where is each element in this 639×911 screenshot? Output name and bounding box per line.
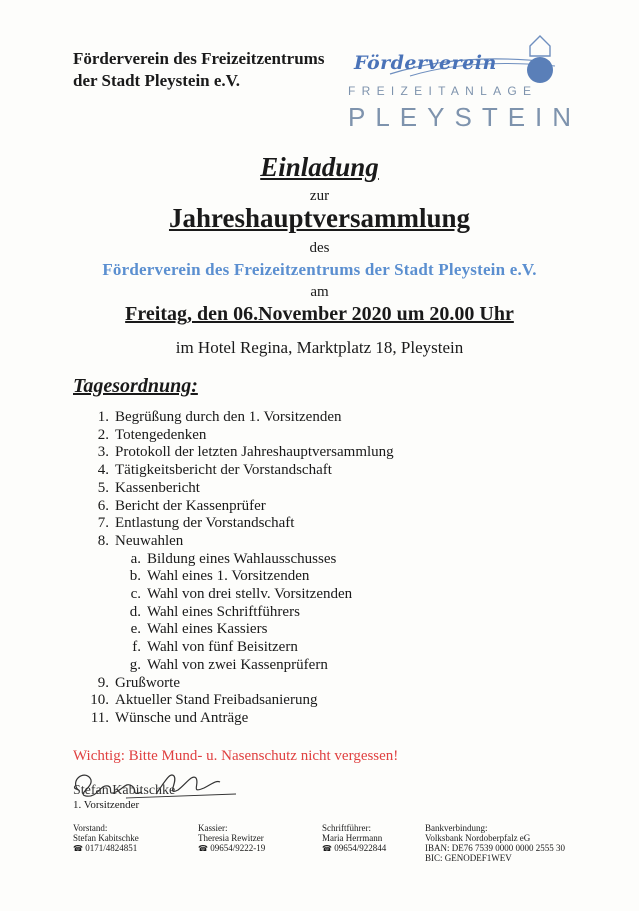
agenda-item: 3. Protokoll der letzten Jahreshauptversammlung <box>97 444 394 461</box>
footer-bic: BIC: GENODEF1WEV <box>425 853 512 863</box>
signatory-name: Stefan Kabitschke <box>73 783 176 798</box>
footer-schriftfuehrer <box>322 823 386 854</box>
footer-vorstand <box>73 823 139 854</box>
phone-icon: ☎ <box>322 844 332 853</box>
agenda-item: 6. Bericht der Kassenprüfer <box>97 497 266 514</box>
footer-label: Kassier: <box>198 823 228 833</box>
zur-text: zur <box>309 188 330 204</box>
agenda-subitem: d. Wahl eines Schriftführers <box>129 603 300 620</box>
am-text: am <box>310 284 329 300</box>
organization-header <box>73 48 324 92</box>
agenda-list <box>85 409 394 728</box>
agenda-subitem: a. Bildung eines Wahlausschusses <box>130 550 337 567</box>
phone-icon: ☎ <box>198 844 208 853</box>
footer-label: Vorstand: <box>73 823 108 833</box>
agenda-item: 7. Entlastung der Vorstandschaft <box>97 515 295 532</box>
einladung-heading: Einladung <box>260 152 379 182</box>
footer-phone: 09654/9222-19 <box>210 843 266 853</box>
agenda-subitem: e. Wahl eines Kassiers <box>130 621 268 638</box>
agenda-item: 8. Neuwahlen <box>97 532 184 549</box>
agenda-item: 9. Grußworte <box>97 674 180 691</box>
agenda-subitem: f. Wahl von fünf Beisitzern <box>132 639 298 656</box>
logo-sub-text: FREIZEITANLAGE <box>348 84 538 98</box>
footer-bank-name: Volksbank Nordoberpfalz eG <box>425 833 531 843</box>
footer-phone: 0171/4824851 <box>85 843 138 853</box>
org-line-1: Förderverein des Freizeitzentrums <box>73 49 325 68</box>
agenda-item: 11. Wünsche und Anträge <box>90 709 249 726</box>
org-line-2: der Stadt Pleystein e.V. <box>73 71 241 90</box>
des-text: des <box>309 240 330 256</box>
footer-bank <box>425 823 565 863</box>
meeting-date: Freitag, den 06.November 2020 um 20.00 Uhr <box>125 303 514 325</box>
footer-phone: 09654/922844 <box>334 843 387 853</box>
footer-kassier <box>198 823 265 854</box>
agenda-subitem: c. Wahl von drei stellv. Vorsitzenden <box>130 586 353 603</box>
agenda-subitem: g. Wahl von zwei Kassenprüfern <box>129 656 328 673</box>
jahreshauptversammlung-heading: Jahreshauptversammlung <box>168 203 471 233</box>
agenda-item: 5. Kassenbericht <box>97 479 200 496</box>
agenda-item: 2. Totengedenken <box>97 426 207 443</box>
agenda-title: Tagesordnung: <box>73 375 198 397</box>
phone-icon: ☎ <box>73 844 83 853</box>
logo <box>350 32 590 132</box>
mask-notice: Wichtig: Bitte Mund- u. Nasenschutz nicht vergessen! <box>73 748 399 764</box>
footer-label: Schriftführer: <box>322 823 371 833</box>
logo-main-text: PLEYSTEIN <box>348 102 582 132</box>
footer-name: Theresia Rewitzer <box>198 833 264 843</box>
agenda-item: 1. Begrüßung durch den 1. Vorsitzenden <box>97 409 342 425</box>
logo-script-text: Förderverein <box>354 52 497 74</box>
footer-iban: IBAN: DE76 7539 0000 0000 2555 30 <box>425 843 565 853</box>
footer-label: Bankverbindung: <box>425 823 488 833</box>
agenda-item: 4. Tätigkeitsbericht der Vorstandschaft <box>97 462 332 479</box>
footer-name: Maria Herrmann <box>322 833 383 843</box>
agenda-item: 10. Aktueller Stand Freibadsanierung <box>90 692 318 709</box>
footer-name: Stefan Kabitschke <box>73 833 139 843</box>
meeting-venue: im Hotel Regina, Marktplatz 18, Pleystein <box>175 338 464 357</box>
agenda-subitem: b. Wahl eines 1. Vorsitzenden <box>129 568 310 585</box>
org-full-name: Förderverein des Freizeitzentrums der Stadt Pleystein e.V. <box>102 260 537 279</box>
signatory-role: 1. Vorsitzender <box>73 799 140 811</box>
